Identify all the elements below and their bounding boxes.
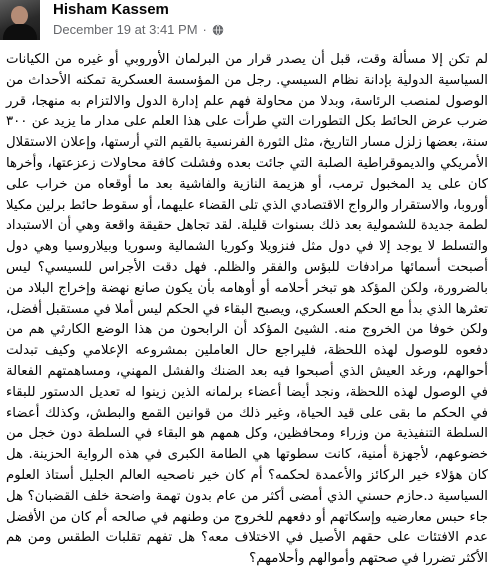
avatar-shoulders-shape xyxy=(3,24,37,40)
meta-separator: · xyxy=(202,22,207,37)
globe-icon[interactable] xyxy=(212,24,224,36)
post-meta xyxy=(53,22,224,38)
author-name[interactable]: Hisham Kassem xyxy=(53,1,169,18)
post-header xyxy=(0,0,493,50)
avatar-head-shape xyxy=(11,6,28,25)
author-avatar[interactable] xyxy=(0,0,40,40)
post-timestamp[interactable]: December 19 at 3:41 PM xyxy=(53,22,198,37)
post-body-text: لم تكن إلا مسألة وقت، قبل أن يصدر قرار من البرلمان الأوروبي أو غيره من الكيانات السياسية الدولية بإدانة نظام السيسي. رجل من المؤسسة العسكرية تمكنه الأحداث من الوصول لمنصب الرئاسة، وبدلا من محاولة فهم علم إدارة الدول والالتزام به منهجا، قرر ضرب عرض الحائط بكل التطورات التي طرأت على هذا العلم على مدار ما يزيد عن ٣٠٠ سنة، بعضها زلزل مسار التاريخ، مثل الثورة الفرنسية بالقيم التي أرستها، وإعلان الاستقلال الأمريكي والديموقراطية الصلبة التي جائت بعده وفشلت كافة محاولات زعزعتها، وأخرها كان على يد المخبول ترمب، أو هزيمة النازية والفاشية بعد ما أوقعاه من خراب على أوروبا، والاستقرار والرواج الاقتصادي الذي تلى القضاء عليهما، أو سقوط حائط برلين مكيلا لطمة جديدة للشمولية بعد ذلك بسنوات قليلة. لقد تجاهل حقيقة واقعة وهي أن الاستبداد والتسلط لا يوجد إلا في دول مثل فنزويلا وكوريا الشمالية وسوريا وبيلاروسيا وهي دول أصبحت أسمائها مرادفات للبؤس والفقر والظلم. فهل دقت الأجراس للسيسي؟ ليس بالضرورة، ولكن المؤكد هو تبخر أحلامه أو أوهامه بأن يكون صانع نهضة وإخراج البلاد من تعثرها الذي بدأ مع الحكم العسكري، ويصبح البقاء في الحكم ليس أملا في مستقبل أفضل، ولكن خوفا من الخروج منه. الشيئ المؤكد أن الرابحون من هذا الوضع الكارثي هم من دفعوه للوصول لهذه اللحظة، فليراجع حال العاملين بمشروعه الإعلامي وكيف تبدلت أحوالهم، ورغد العيش الذي أصبحوا فيه بعد الضنك والفشل المهني، ومساهمتهم الفعالة في الوصول لهذه اللحظة، ونجد أيضا أعضاء برلمانه الذين زينوا له تعديل الدستور للبقاء في الحكم ما بقى على قيد الحياة، وغير ذلك من قوانين القمع والبطش، وكذلك أعضاء السلطة التنفيذية من وزراء ومحافظين، وكل همهم هو البقاء في السلطة دون خجل من خضوعهم، لأجهزة أمنية، كانت سطوتها هي الطامة الكبرى في هذه الرواية الحزينة. هل كان هؤلاء خير الركائز والأعمدة لحكمه؟ أم كان خير ناصحيه العالم الجليل أستاذ العلوم السياسية د.حازم حسني الذي أمضى أكثر من عام بدون تهمة واضحة خلف القضبان؟ هل جاء حبس معارضيه وإسكاتهم أو دفعهم للخروج من وطنهم في صالحه أم كان من الأفضل عدم الافتئات على حقهم الأصيل في الاختلاف معه؟ هل تفهم تقلبات الطقس ومن هم الأكثر تضررا في صحتهم وأموالهم وأحلامهم؟ xyxy=(6,52,488,567)
